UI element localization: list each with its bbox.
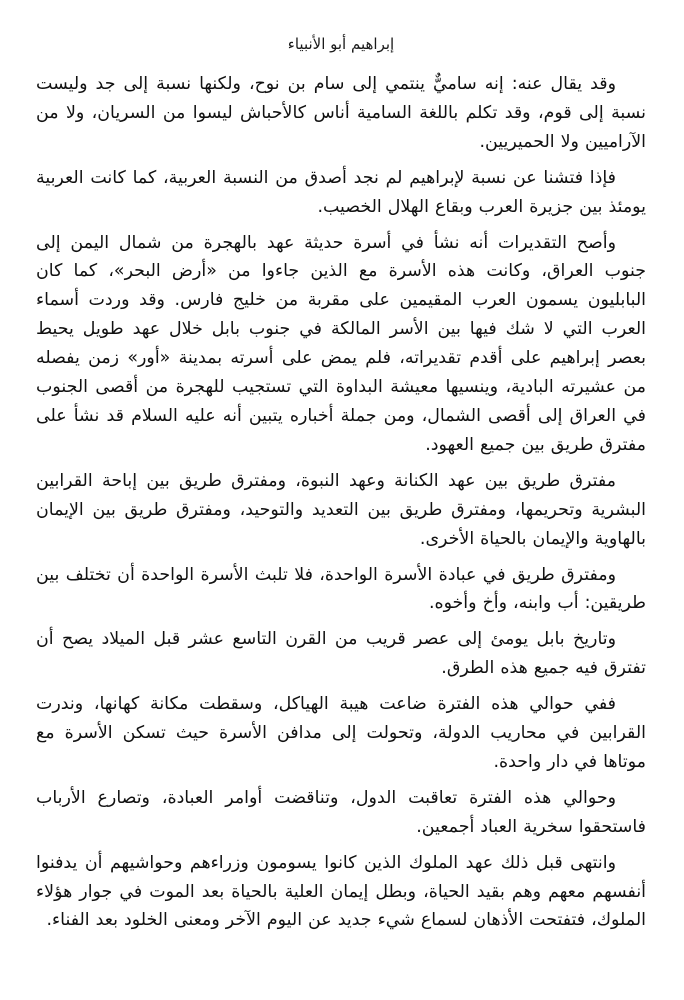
paragraph: وانتهى قبل ذلك عهد الملوك الذين كانوا يسومون وزراءهم وحواشيهم أن يدفنوا أنفسهم معهم وهم بقيد الحياة، وبطل إيمان العلية بالحياة بعد الموت في جوار هؤلاء الملوك، فتفتحت الأذهان لسماع شيء جديد عن اليوم الآخر ومعنى الخلود بعد الفناء.	[36, 852, 646, 931]
paragraph: وحوالي هذه الفترة تعاقبت الدول، وتناقضت أوامر العبادة، وتصارع الأرباب فاستحقوا سخرية العباد أجمعين.	[36, 787, 646, 837]
paragraph: ففي حوالي هذه الفترة ضاعت هيبة الهياكل، وسقطت مكانة كهانها، وندرت القرابين في محاريب الدولة، وتحولت إلى مدافن الأسرة حيث تسكن الأسرة مع موتاها في دار واحدة.	[36, 694, 646, 772]
body-text	[36, 70, 646, 935]
running-header-title: إبراهيم أبو الأنبياء	[287, 35, 395, 53]
paragraph: وتاريخ بابل يومئ إلى عصر قريب من القرن التاسع عشر قبل الميلاد يصح أن تفترق فيه جميع هذه الطرق.	[36, 629, 646, 679]
paragraph: مفترق طريق بين عهد الكنانة وعهد النبوة، ومفترق طريق بين إباحة القرابين البشرية وتحريمها، ومفترق طريق بين التعديد والتوحيد، ومفترق طريق بين الإيمان بالهاوية والإيمان بالحياة الأخرى.	[36, 470, 646, 549]
paragraph: وأصح التقديرات أنه نشأ في أسرة حديثة عهد بالهجرة من شمال اليمن إلى جنوب العراق، وكانت هذه الأسرة مع الذين جاءوا من «أرض البحر»، كما كان البابليون يسمون العرب المقيمين على مقربة من خليج فارس. وقد وردت أسماء العرب التي لا شك فيها بين الأسر المالكة في جنوب بابل خلال عهد طويل يحيط بعصر إبراهيم على أقدم تقديراته، فلم يمض على أسرته بمدينة «أور» زمن يفصله من عشيرته البادية، وينسيها معيشة البداوة التي تستجيب للهجرة من أقصى الجنوب في العراق إلى أقصى الشمال، ومن جملة أخباره يتبين أنه عليه السلام قد نشأ على مفترق طريق بين جميع العهود.	[36, 232, 646, 455]
paragraph: ومفترق طريق في عبادة الأسرة الواحدة، فلا تلبث الأسرة الواحدة أن تختلف بين طريقين: أب وابنه، وأخ وأخوه.	[36, 564, 646, 614]
paragraph: وقد يقال عنه: إنه ساميٌّ ينتمي إلى سام بن نوح، ولكنها نسبة إلى جد وليست نسبة إلى قوم، وقد تكلم باللغة السامية أناس كالأحباش ليسوا من السريان، ولا من الآراميين ولا الحميريين.	[36, 74, 646, 152]
paragraph: فإذا فتشنا عن نسبة لإبراهيم لم نجد أصدق من النسبة العربية، كما كانت العربية يومئذ بين جزيرة العرب وبقاع الهلال الخصيب.	[36, 167, 646, 217]
